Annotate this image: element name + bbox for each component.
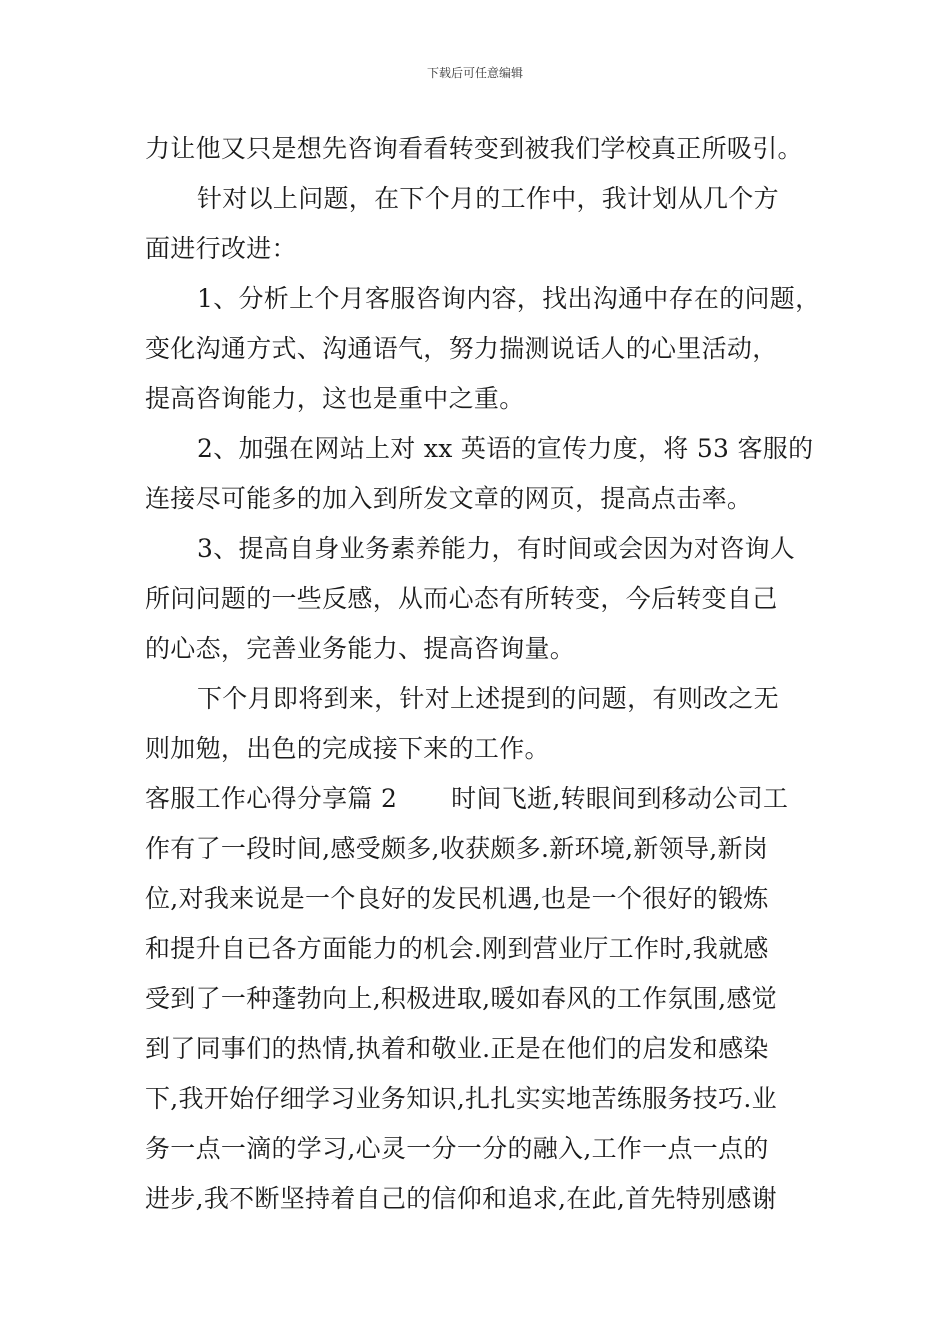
- paragraph-start: 针对以上问题，在下个月的工作中，我计划从几个方: [197, 184, 779, 213]
- page-header: 下载后可任意编辑: [426, 66, 523, 80]
- text-line: 提高咨询能力，这也是重中之重。: [145, 384, 525, 413]
- text-line: 则加勉，出色的完成接下来的工作。: [145, 734, 550, 763]
- text-line: 所问问题的一些反感，从而心态有所转变，今后转变自己: [145, 584, 778, 613]
- document-body: [145, 124, 821, 1224]
- text-line: 面进行改进：: [145, 234, 297, 263]
- list-item-1: 1、分析上个月客服咨询内容，找出沟通中存在的问题，: [197, 284, 821, 313]
- text-line: 的心态，完善业务能力、提高咨询量。: [145, 634, 576, 663]
- section-heading: 客服工作心得分享篇 2: [145, 784, 398, 813]
- text-line: 到了同事们的热情,执着和敬业.正是在他们的启发和感染: [145, 1034, 769, 1063]
- paragraph-start: 下个月即将到来，针对上述提到的问题，有则改之无: [197, 684, 779, 713]
- section-heading-line: [145, 774, 815, 824]
- text-line: 下,我开始仔细学习业务知识,扎扎实实地苦练服务技巧.业: [145, 1084, 777, 1113]
- text-line: 受到了一种蓬勃向上,积极进取,暖如春风的工作氛围,感觉: [145, 984, 777, 1013]
- text-line: 变化沟通方式、沟通语气，努力揣测说话人的心里活动，: [145, 334, 778, 363]
- list-item-2: 2、加强在网站上对 xx 英语的宣传力度，将 53 客服的: [197, 434, 814, 463]
- text-line: 作有了一段时间,感受颇多,收获颇多.新环境,新领导,新岗: [145, 834, 769, 863]
- list-item-3: 3、提高自身业务素养能力，有时间或会因为对咨询人: [197, 534, 796, 563]
- text-line: 力让他又只是想先咨询看看转变到被我们学校真正所吸引。: [145, 134, 803, 163]
- text-line: 务一点一滴的学习,心灵一分一分的融入,工作一点一点的: [145, 1134, 769, 1163]
- text-line: 和提升自已各方面能力的机会.刚到营业厅工作时,我就感: [145, 934, 769, 963]
- text-line: 连接尽可能多的加入到所发文章的网页，提高点击率。: [145, 484, 753, 513]
- section-text-start: 时间飞逝,转眼间到移动公司工: [451, 784, 789, 813]
- text-line: 进步,我不断坚持着自己的信仰和追求,在此,首先特别感谢: [145, 1184, 777, 1213]
- text-line: 位,对我来说是一个良好的发民机遇,也是一个很好的锻炼: [145, 884, 769, 913]
